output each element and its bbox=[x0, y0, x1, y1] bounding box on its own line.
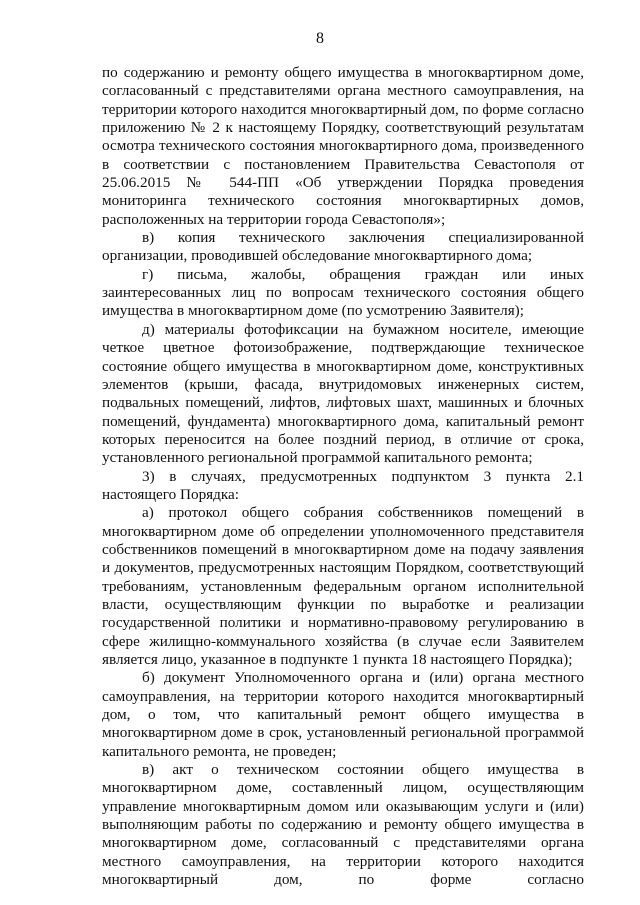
paragraph-item-b-document: б) документ Уполномоченного органа и (или) органа местного самоуправления, на территории которого находится многоквартирный дом, о том, что капитальный ремонт общего имущества в многоквартирном доме в срок, установленный региональной программой капитального ремонта, не проведен; bbox=[102, 669, 584, 760]
paragraph-item-a-protocol: а) протокол общего собрания собственников помещений в многоквартирном доме об определении уполномоченного представителя собственников помещений в многоквартирном доме на подачу заявления и документов, предусмотренных настоящим Порядком, соответствующий требованиям, установленным федеральным органом исполнительной власти, осуществляющим функции по выработке и реализации государственной политики и нормативно-правовому регулированию в сфере жилищно-коммунального хозяйства (в случае если Заявителем является лицо, указанное в подпункте 1 пункта 18 настоящего Порядка); bbox=[102, 504, 584, 668]
paragraph-item-d-photos: д) материалы фотофиксации на бумажном носителе, имеющие четкое цветное фотоизображение, подтверждающие техническое состояние общего имущества в многоквартирном доме, конструктивных элементов (крыши, фасада, внутридомовых инженерных систем, подвальных помещений, лифтов, лифтовых шахт, машинных и блочных помещений, фундамента) многоквартирного дома, капитальный ремонт которых переносится на более поздний период, в отличие от срока, установленного региональной программой капитального ремонта; bbox=[102, 320, 584, 467]
paragraph-item-v-copy: в) копия технического заключения специализированной организации, проводившей обследование многоквартирного дома; bbox=[102, 229, 584, 265]
paragraph-item-v-act: в) акт о техническом состоянии общего имущества в многоквартирном доме, составленный лицом, осуществляющим управление многоквартирным домом или оказывающим услуги и (или) выполняющим работы по содержанию и ремонту общего имущества в многоквартирном доме, согласованный с представителями органа местного самоуправления, на территории которого находится многоквартирный дом, по форме согласно bbox=[102, 761, 584, 889]
page-number: 8 bbox=[316, 30, 324, 47]
paragraph-item-g-letters: г) письма, жалобы, обращения граждан или иных заинтересованных лиц по вопросам технического состояния общего имущества в многоквартирном доме (по усмотрению Заявителя); bbox=[102, 265, 584, 320]
paragraph-continuation: по содержанию и ремонту общего имущества в многоквартирном доме, согласованный с представителями органа местного самоуправления, на территории которого находится многоквартирный дом, по форме согласно приложению № 2 к настоящему Порядку, соответствующий результатам осмотра технического состояния многоквартирного дома, произведенного в соответствии с постановлением Правительства Севастополя от 25.06.2015 № 544-ПП «Об утверждении Порядка проведения мониторинга технического состояния многоквартирных домов, расположенных на территории города Севастополя»; bbox=[102, 64, 584, 228]
paragraph-case-3: 3) в случаях, предусмотренных подпунктом 3 пункта 2.1 настоящего Порядка: bbox=[102, 467, 584, 503]
document-body bbox=[102, 64, 584, 889]
